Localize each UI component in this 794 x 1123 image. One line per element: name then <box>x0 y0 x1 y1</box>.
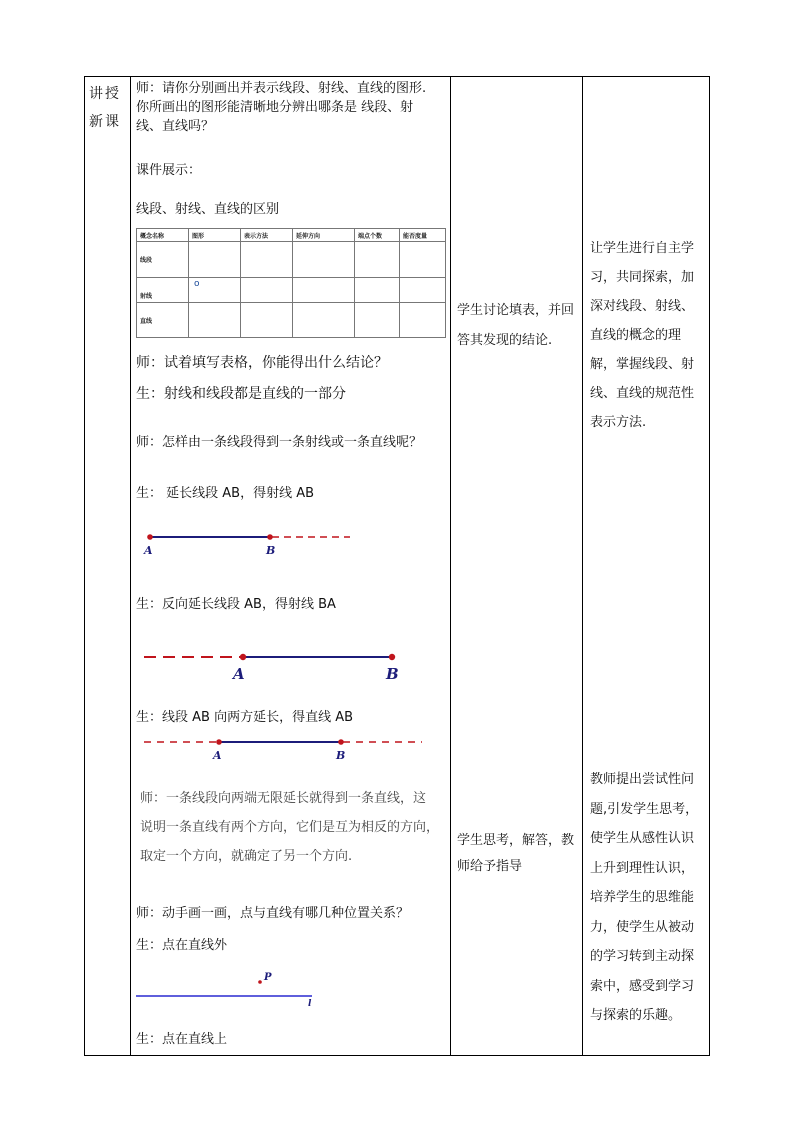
label-b: B <box>386 665 399 683</box>
label-b: B <box>336 749 346 762</box>
point-p <box>258 980 262 984</box>
table-row <box>137 242 446 278</box>
table-divider-3 <box>582 76 583 1056</box>
table-border-left <box>84 76 85 1056</box>
label-a: A <box>144 544 153 557</box>
point-b <box>338 739 344 745</box>
circle-mark: o <box>194 279 200 289</box>
student-answer-3: 生： 延长线段 AB，得射线 AB <box>136 486 315 501</box>
student-answer-2: 生：射线和线段都是直线的一部分 <box>136 386 346 402</box>
student-answer-4: 生：反向延长线段 AB，得射线 BA <box>136 597 336 612</box>
table-border-bottom <box>84 1055 710 1056</box>
row-label-ray: 射线 <box>137 278 189 303</box>
teacher-note-line-2: 说明一条直线有两个方向，它们是互为相反的方向， <box>140 820 440 835</box>
teacher-question-3: 师：怎样由一条线段得到一条射线或一条直线呢？ <box>136 435 423 450</box>
table-border-right <box>709 76 710 1056</box>
design-intent-1: 让学生进行自主学习，共同探索，加深对线段、射线、直线的概念的理解，掌握线段、射线、直线的规范性表示方法. <box>590 241 695 430</box>
table-divider-2 <box>450 76 451 1056</box>
header-figure: 图形 <box>189 229 241 242</box>
point-b <box>389 654 395 660</box>
label-b: B <box>266 544 276 557</box>
ray-ba-figure <box>140 645 410 685</box>
student-activity-2: 学生思考，解答，教师给予指导 <box>457 833 575 874</box>
point-off-line-figure <box>136 968 336 1008</box>
section-label: 讲授新课 <box>89 86 121 130</box>
table-caption: 线段、射线、直线的区别 <box>136 202 280 217</box>
header-measurable: 能否度量 <box>400 229 446 242</box>
header-notation: 表示方法 <box>241 229 293 242</box>
student-answer-5: 生：线段 AB 向两方延长，得直线 AB <box>136 710 354 725</box>
point-a <box>147 534 153 540</box>
student-answer-6: 生：点在直线外 <box>136 938 228 953</box>
header-direction: 延伸方向 <box>293 229 355 242</box>
label-l: l <box>308 999 312 1008</box>
table-border-top <box>84 76 710 77</box>
ray-ab-figure <box>136 526 356 560</box>
teacher-question-1-line-1: 师：请你分别画出并表示线段、射线、直线的图形. <box>136 81 427 96</box>
comparison-table-header <box>137 229 446 242</box>
teacher-question-2: 师：试着填写表格，你能得出什么结论？ <box>136 355 388 371</box>
student-activity-1: 学生讨论填表，并回答其发现的结论. <box>457 303 575 348</box>
point-a <box>216 739 222 745</box>
teacher-note-line-3: 取定一个方向，就确定了另一个方向. <box>140 849 353 864</box>
row-label-segment: 线段 <box>137 242 189 278</box>
design-intent-2: 教师提出尝试性问题,引发学生思考，使学生从感性认识上升到理性认识，培养学生的思维能力，使学生从被动的学习转到主动探索中，感受到学习与探索的乐趣。 <box>590 772 699 1023</box>
header-concept: 概念名称 <box>137 229 189 242</box>
table-row <box>137 278 446 303</box>
label-a: A <box>213 749 222 762</box>
table-divider-1 <box>130 76 131 1056</box>
header-endpoints: 端点个数 <box>355 229 400 242</box>
table-row <box>137 303 446 338</box>
teacher-question-4: 师：动手画一画，点与直线有哪几种位置关系？ <box>136 906 410 921</box>
courseware-label: 课件展示： <box>136 163 202 178</box>
row-label-line: 直线 <box>137 303 189 338</box>
comparison-table <box>136 228 446 338</box>
line-ab-figure <box>140 734 430 764</box>
label-p: P <box>264 972 272 983</box>
teacher-question-1-line-2: 你所画出的图形能清晰地分辨出哪条是 线段、射 <box>136 100 414 115</box>
shape-cell <box>189 278 241 303</box>
student-answer-7: 生：点在直线上 <box>136 1032 228 1047</box>
teacher-question-1-line-3: 线、直线吗？ <box>136 119 215 134</box>
teacher-note-line-1: 师：一条线段向两端无限延长就得到一条直线，这 <box>140 791 427 806</box>
point-a <box>240 654 246 660</box>
point-b <box>267 534 273 540</box>
label-a: A <box>233 665 245 683</box>
